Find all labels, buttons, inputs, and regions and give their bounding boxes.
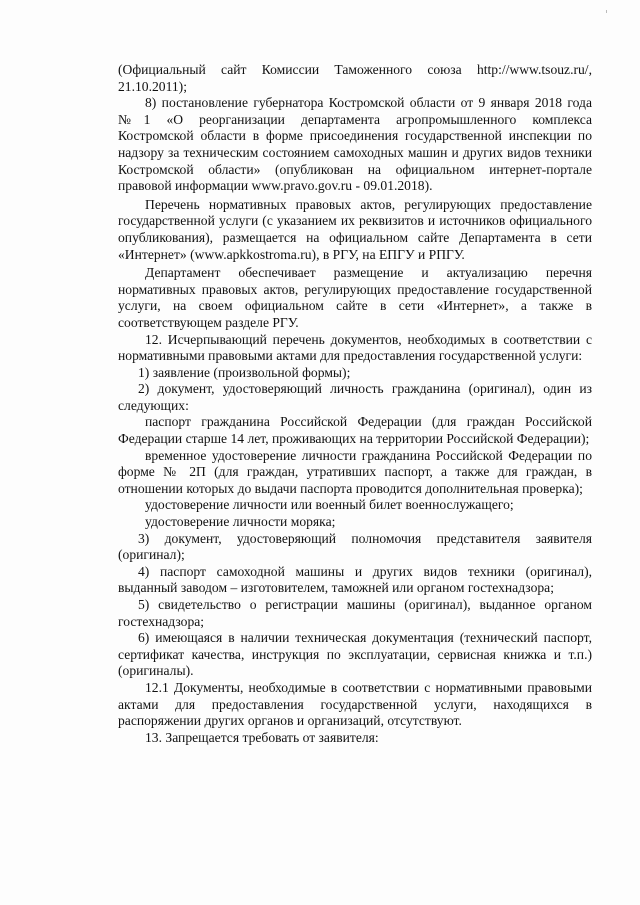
document-body (118, 62, 592, 746)
list-item-1: 1) заявление (произвольной формы); (138, 364, 351, 380)
list-subitem-military-id: удостоверение личности или военный билет военнослужащего; (145, 497, 514, 513)
scan-mark (606, 10, 607, 13)
paragraph-section-12: 12. Исчерпывающий перечень документов, необходимых в соответствии с нормативными правовыми актами для предоставления государственной услуги: (118, 331, 592, 364)
list-subitem-temporary-id: временное удостоверение личности гражданина Российской Федерации по форме № 2П (для граждан, утративших паспорт, а также для граждан, в отношении которых до выдачи паспорта проводится дополнительная проверка); (118, 447, 592, 496)
paragraph-item-8: 8) постановление губернатора Костромской области от 9 января 2018 года №1 «О реорганизации департамента агропромышленного комплекса Костромской области в форме присоединения государственной инспекции по надзору за техническим состоянием самоходных машин и других видов техники Костромской области» (опубликован на официальном интернет-портале правовой информации www.pravo.gov.ru - 09.01.2018). (118, 95, 592, 194)
list-item-2: 2) документ, удостоверяющий личность гражданина (оригинал), один из следующих: (118, 381, 592, 413)
list-item-3: 3) документ, удостоверяющий полномочия представителя заявителя (оригинал); (118, 530, 592, 563)
paragraph-department-duty: Департамент обеспечивает размещение и актуализацию перечня нормативных правовых актов, регулирующих предоставление государственной услуги, на своем официальном сайте в сети «Интернет», а также в соответствующем разделе РГУ. (118, 265, 592, 330)
list-subitem-passport: паспорт гражданина Российской Федерации (для граждан Российской Федерации старше 14 лет, проживающих на территории Российской Федерации); (118, 414, 592, 447)
list-subitem-seaman-id: удостоверение личности моряка; (145, 514, 336, 530)
paragraph-section-12-1: 12.1 Документы, необходимые в соответствии с нормативными правовыми актами для предоставления государственной услуги, находящихся в распоряжении других органов и организаций, отсутствуют. (118, 679, 592, 729)
list-item-5: 5) свидетельство о регистрации машины (оригинал), выданное органом гостехнадзора; (118, 597, 592, 629)
paragraph-acts-list-publication: Перечень нормативных правовых актов, регулирующих предоставление государственной услуги (с указанием их реквизитов и источников официального опубликования), размещается на официальном сайте Департамента в сети «Интернет» (www.apkkostroma.ru), в РГУ, на ЕПГУ и РПГУ. (118, 196, 592, 262)
paragraph-source-continuation: (Официальный сайт Комиссии Таможенного союза http://www.tsouz.ru/, 21.10.2011); (118, 62, 592, 94)
paragraph-section-13: 13. Запрещается требовать от заявителя: (145, 729, 379, 745)
list-item-6: 6) имеющаяся в наличии техническая документация (технический паспорт, сертификат качества, инструкция по эксплуатации, сервисная книжка и т.п.) (оригиналы). (118, 630, 592, 679)
list-item-4: 4) паспорт самоходной машины и других видов техники (оригинал), выданный заводом – изготовителем, таможней или органом гостехнадзора; (118, 563, 592, 596)
